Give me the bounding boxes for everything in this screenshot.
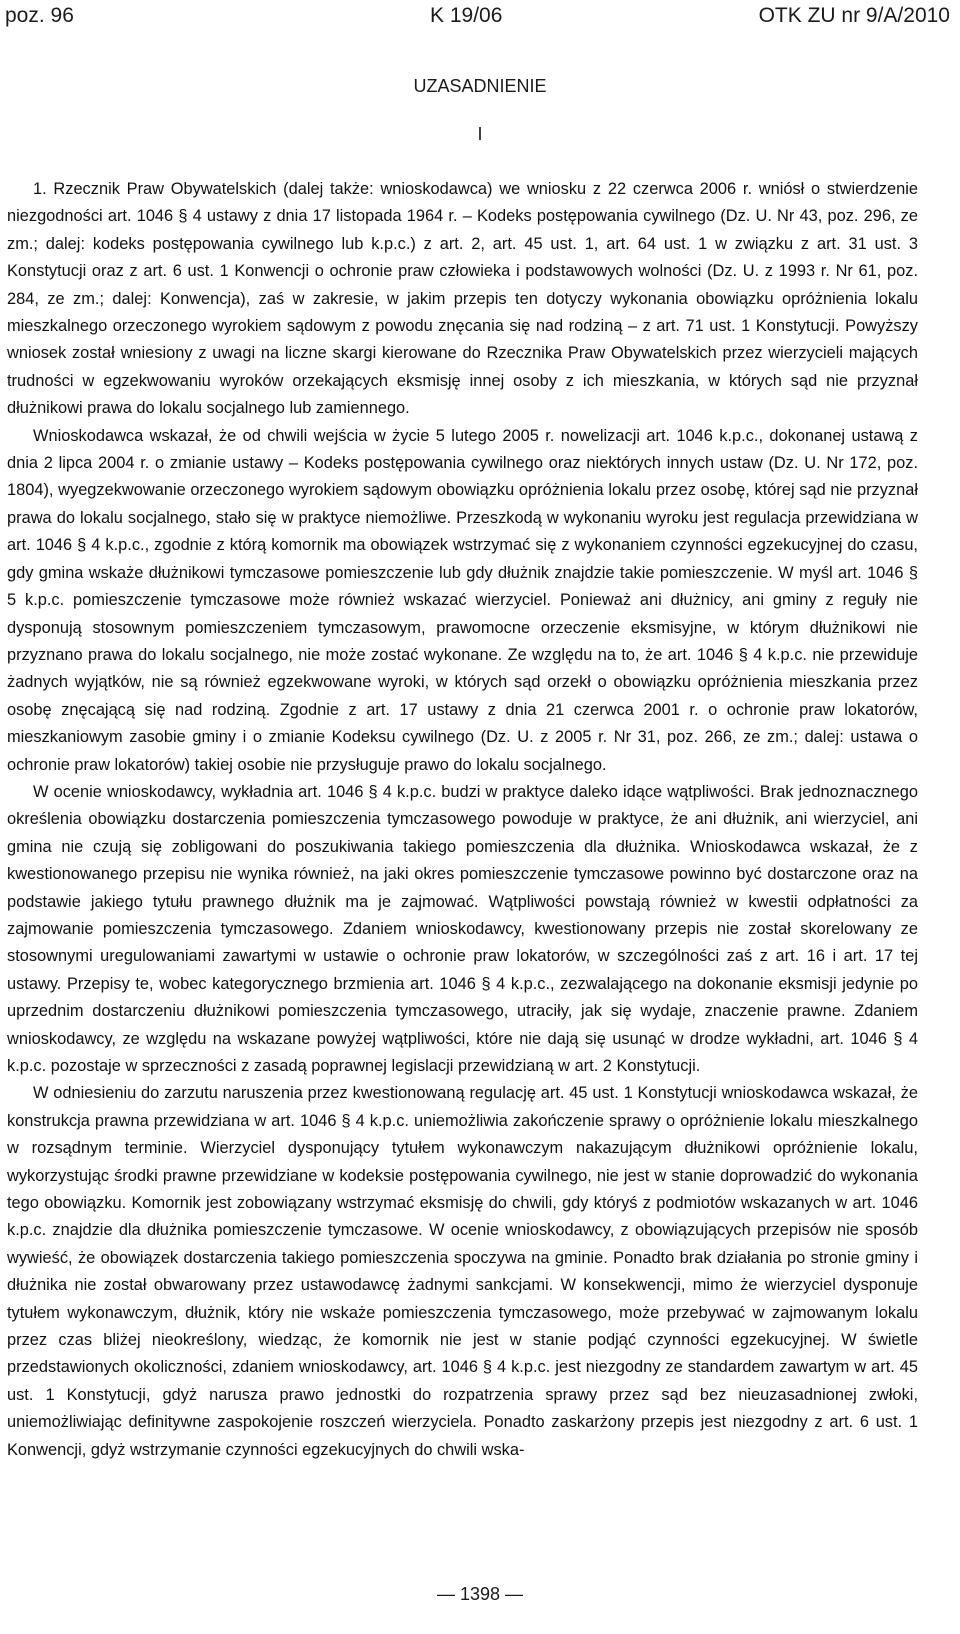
header-position: poz. 96	[5, 4, 74, 27]
page-number: — 1398 —	[436, 1584, 524, 1604]
header-journal: OTK ZU nr 9/A/2010	[758, 4, 950, 27]
paragraph: Wnioskodawca wskazał, że od chwili wejścia w życie 5 lutego 2005 r. nowelizacji art. 1046 k.p.c., dokonanej ustawą z dnia 2 lipca 2004 r. o zmianie ustawy – Kodeks postępowania cywilnego oraz niektórych innych ustaw (Dz. U. Nr 172, poz. 1804), wyegzekwowanie orzeczonego wyrokiem sądowym obowiązku opróżnienia lokalu przez osobę, której sąd nie przyznał prawa do lokalu socjalnego, stało się w praktyce niemożliwe. Przeszkodą w wykonaniu wyroku jest regulacja przewidziana w art. 1046 § 4 k.p.c., zgodnie z którą komornik ma obowiązek wstrzymać się z wykonaniem czynności egzekucyjnej do czasu, gdy gmina wskaże dłużnikowi tymczasowe pomieszczenie lub gdy dłużnik znajdzie takie pomieszczenie. W myśl art. 1046 § 5 k.p.c. pomieszczenie tymczasowe może również wskazać wierzyciel. Ponieważ ani dłużnicy, ani gminy z reguły nie dysponują stosownym pomieszczeniem tymczasowym, prawomocne orzeczenie eksmisyjne, w którym dłużnikowi nie przyznano prawa do lokalu socjalnego, nie może zostać wykonane. Ze względu na to, że art. 1046 § 4 k.p.c. nie przewiduje żadnych wyjątków, nie są również egzekwowane wyroki, w których sąd orzekł o obowiązku opróżnienia mieszkania przez osobę znęcającą się nad rodziną. Zgodnie z art. 17 ustawy z dnia 21 czerwca 2001 r. o ochronie praw lokatorów, mieszkaniowym zasobie gminy i o zmianie Kodeksu cywilnego (Dz. U. z 2005 r. Nr 31, poz. 266, ze zm.; dalej: ustawa o ochronie praw lokatorów) takiej osobie nie przysługuje prawo do lokalu socjalnego.	[7, 426, 918, 774]
paragraph: W odniesieniu do zarzutu naruszenia przez kwestionowaną regulację art. 45 ust. 1 Konstytucji wnioskodawca wskazał, że konstrukcja prawna przewidziana w art. 1046 § 4 k.p.c. uniemożliwia zakończenie sprawy o opróżnienie lokalu mieszkalnego w rozsądnym terminie. Wierzyciel dysponujący tytułem wykonawczym nakazującym dłużnikowi opróżnienie lokalu, wykorzystując środki prawne przewidziane w kodeksie postępowania cywilnego, nie jest w stanie doprowadzić do wykonania tego obowiązku. Komornik jest zobowiązany wstrzymać eksmisję do chwili, gdy któryś z podmiotów wskazanych w art. 1046 k.p.c. znajdzie dla dłużnika pomieszczenie tymczasowe. W ocenie wnioskodawcy, z obowiązujących przepisów nie sposób wywieść, że obowiązek dostarczenia takiego pomieszczenia spoczywa na gminie. Ponadto brak działania po stronie gminy i dłużnika nie został obwarowany przez ustawodawcę żadnymi sankcjami. W konsekwencji, mimo że wierzyciel dysponuje tytułem wykonawczym, dłużnik, który nie wskaże pomieszczenia tymczasowego, może przebywać w zajmowanym lokalu przez czas bliżej nieokreślony, wiedząc, że komornik nie jest w stanie podjąć czynności egzekucyjnej. W świetle przedstawionych okoliczności, zdaniem wnioskodawcy, art. 1046 § 4 k.p.c. jest niezgodny ze standardem zawartym w art. 45 ust. 1 Konstytucji, gdyż narusza prawo jednostki do rozpatrzenia sprawy przez sąd bez nieuzasadnionej zwłoki, uniemożliwiając definitywne zaspokojenie roszczeń wierzyciela. Ponadto zaskarżony przepis jest niezgodny z art. 6 ust. 1 Konwencji, gdyż wstrzymanie czynności egzekucyjnych do chwili wska-	[7, 1084, 918, 1459]
paragraph: 1. Rzecznik Praw Obywatelskich (dalej także: wnioskodawca) we wniosku z 22 czerwca 2006 r. wniósł o stwierdzenie niezgodności art. 1046 § 4 ustawy z dnia 17 listopada 1964 r. – Kodeks postępowania cywilnego (Dz. U. Nr 43, poz. 296, ze zm.; dalej: kodeks postępowania cywilnego lub k.p.c.) z art. 2, art. 45 ust. 1, art. 64 ust. 1 w związku z art. 31 ust. 3 Konstytucji oraz z art. 6 ust. 1 Konwencji o ochronie praw człowieka i podstawowych wolności (Dz. U. z 1993 r. Nr 61, poz. 284, ze zm.; dalej: Konwencja), zaś w zakresie, w jakim przepis ten dotyczy wykonania obowiązku opróżnienia lokalu mieszkalnego orzeczonego wyrokiem sądowym z powodu znęcania się nad rodziną – z art. 71 ust. 1 Konstytucji. Powyższy wniosek został wniesiony z uwagi na liczne skargi kierowane do Rzecznika Praw Obywatelskich przez wierzycieli mających trudności w egzekwowaniu wyroków orzekających eksmisję innej osoby z ich mieszkania, w których sąd nie przyznał dłużnikowi prawa do lokalu socjalnego lub zamiennego.	[7, 180, 918, 418]
header-case-number: K 19/06	[430, 4, 503, 27]
document-body	[7, 176, 918, 1464]
section-numeral: I	[477, 124, 483, 144]
paragraph: W ocenie wnioskodawcy, wykładnia art. 1046 § 4 k.p.c. budzi w praktyce daleko idące wątpliwości. Brak jednoznacznego określenia obowiązku dostarczenia pomieszczenia tymczasowego powoduje w praktyce, że ani dłużnik, ani wierzyciel, ani gmina nie czują się zobligowani do poszukiwania takiego pomieszczenia dla dłużnika. Wnioskodawca wskazał, że z kwestionowanego przepisu nie wynika również, na jaki okres pomieszczenie tymczasowe powinno być dostarczone oraz na podstawie jakiego tytułu prawnego dłużnik ma je zajmować. Wątpliwości powstają również w kwestii odpłatności za zajmowanie pomieszczenia tymczasowego. Zdaniem wnioskodawcy, kwestionowany przepis nie został skorelowany ze stosownymi uregulowaniami zawartymi w ustawie o ochronie praw lokatorów, w szczególności zaś z art. 16 i art. 17 tej ustawy. Przepisy te, wobec kategorycznego brzmienia art. 1046 § 4 k.p.c., zezwalającego na dokonanie eksmisji jedynie po uprzednim dostarczeniu dłużnikowi pomieszczenia tymczasowego, utraciły, jak się wydaje, znaczenie prawne. Zdaniem wnioskodawcy, ze względu na wskazane powyżej wątpliwości, które nie dają się usunąć w drodze wykładni, art. 1046 § 4 k.p.c. pozostaje w sprzeczności z zasadą poprawnej legislacji przewidzianą w art. 2 Konstytucji.	[7, 782, 918, 1075]
section-title: UZASADNIENIE	[413, 76, 547, 96]
running-header	[0, 4, 960, 44]
